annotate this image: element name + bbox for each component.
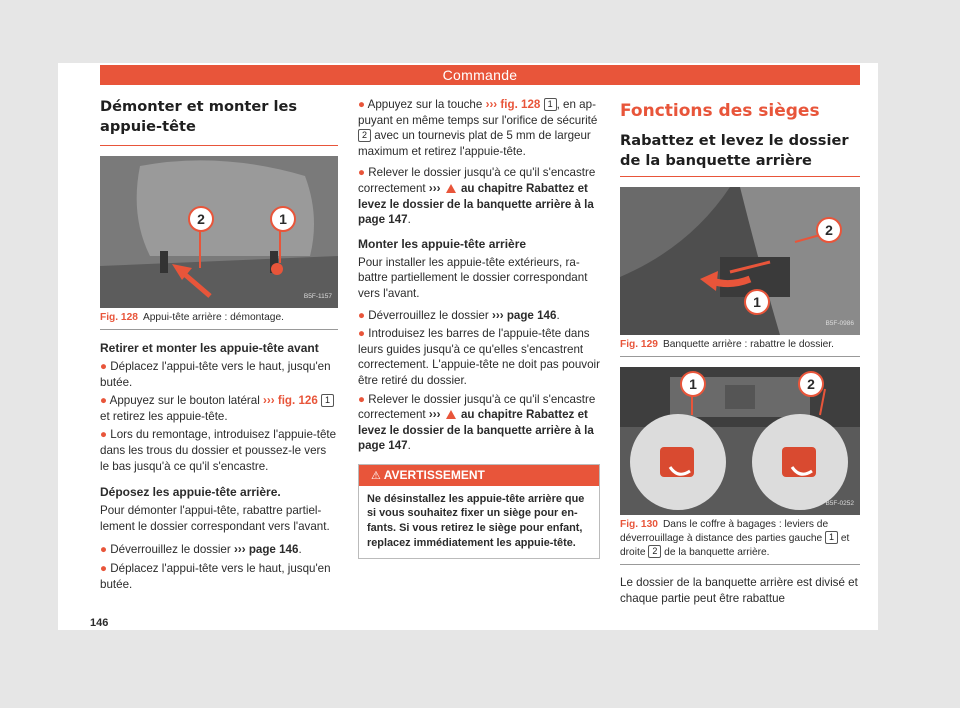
column-3 — [620, 97, 860, 606]
ref-link[interactable]: au chapitre Rabattez et levez le dossier de la banquette arrière à la page 147 — [358, 408, 594, 453]
ref-link[interactable]: page 146 — [506, 308, 557, 322]
paragraph: Pour installer les appuie-tête extérieurs, rabattre partiellement le dossier correspondant vers l'avant. — [358, 255, 588, 300]
warning-icon — [446, 184, 456, 193]
column-2 — [358, 97, 600, 559]
marker-2: 2 — [816, 217, 842, 243]
bullet-10: ● Relever le dossier jusqu'à ce qu'il s'encastre correctement ››› au chapitre Rabattez et levez le dossier de la banquette arrière à la page 147. — [358, 392, 596, 453]
figure-128-caption — [100, 312, 338, 330]
figure-id: B5F-0986 — [825, 320, 854, 328]
marker-1: 1 — [680, 371, 706, 397]
ref-link[interactable]: fig. 128 — [500, 98, 541, 111]
subheading-rear: Déposez les appuie-tête arrière. — [100, 485, 281, 500]
figure-id: B5F-1157 — [303, 293, 332, 301]
bullet-1: ● Déplacez l'appui-tête vers le haut, jusqu'en butée. — [100, 360, 331, 389]
bullet-7: ● Relever le dossier jusqu'à ce qu'il s'encastre correctement ››› au chapitre Rabattez et levez le dossier de la banquette arrière à la page 147. — [358, 166, 596, 227]
warning-body: Ne désinstallez les appuie-tête arrière que si vous souhaitez fixer un siège pour enfants. Si vous retirez le siège pour enfant, replacez immédiatement les appuie-tête. — [367, 492, 585, 549]
chapter-title: Fonctions des sièges — [620, 101, 820, 121]
bullet-2: ● Appuyez sur le bouton latéral ››› fig. 126 1 et retirez les appuie-tête. — [100, 393, 338, 424]
marker-2: 2 — [188, 206, 214, 232]
paragraph: Pour démonter l'appui-tête, rabattre partiellement le dossier correspondant vers l'avant. — [100, 504, 330, 533]
caption-text: Banquette arrière : rabattre le dossier. — [662, 339, 834, 350]
bullet-5: ● Déplacez l'appui-tête vers le haut, jusqu'en butée. — [100, 561, 331, 591]
bullet-8: ● Déverrouillez le dossier ››› page 146. — [358, 308, 560, 322]
bullet-9: ● Introduisez les barres de l'appuie-tête dans leurs guides jusqu'à ce qu'elles s'encastrent correctement. L'appuie-tête ne doit pas pouvoir être retiré du dossier. — [358, 327, 600, 387]
bullet-6: ● Appuyez sur la touche ››› fig. 128 1 , en appuyant en même temps sur l'orifice de sécurité 2 avec un tournevis plat de 5 mm de largeur maximum et retirez l'appuie-tête. — [358, 98, 598, 158]
ref-link[interactable]: page 146 — [248, 543, 299, 557]
page-header: Commande — [100, 65, 860, 85]
marker-1: 1 — [270, 206, 296, 232]
marker-2: 2 — [798, 371, 824, 397]
figure-label: Fig. 129 — [620, 339, 658, 350]
caption-text: Appui-tête arrière : démontage. — [142, 312, 284, 323]
bullet-4: ● Déverrouillez le dossier ››› page 146. — [100, 543, 302, 557]
subheading-mount: Monter les appuie-tête arrière — [358, 236, 527, 251]
ref-link[interactable]: fig. 126 — [277, 394, 318, 408]
figure-id: B5F-0252 — [825, 500, 854, 508]
figure-128 — [100, 156, 338, 308]
section-title-fold: Rabattez et levez le dossier de la banquette arrière — [620, 132, 849, 169]
warning-icon — [446, 410, 456, 419]
paragraph: Le dossier de la banquette arrière est divisé et chaque partie peut être rabattue — [620, 576, 858, 605]
column-1 — [100, 97, 338, 592]
figure-label: Fig. 130 — [620, 519, 658, 530]
figure-130-caption: Fig. 130 Dans le coffre à bagages : leviers de déverrouillage à distance des parties gauche 1 et droite 2 de la banquette arrière. — [620, 519, 860, 565]
section-title-headrests: Démonter et monter les appuie-tête — [100, 98, 298, 135]
page-number: 146 — [90, 617, 109, 629]
warning-header: ⚠ AVERTISSEMENT — [359, 465, 599, 486]
bullet-3: ● Lors du remontage, introduisez l'appuie-tête dans les trous du dossier et poussez-le vers le bas jusqu'à ce qu'il s'encastre. — [100, 428, 337, 473]
figure-129-caption — [620, 339, 860, 357]
ref-link[interactable]: au chapitre Rabattez et levez le dossier de la banquette arrière à la page 147 — [358, 181, 594, 227]
figure-label: Fig. 128 — [100, 312, 138, 323]
figure-129 — [620, 187, 860, 335]
warning-icon: ⚠ — [371, 469, 381, 482]
subheading-front: Retirer et monter les appuie-tête avant — [100, 341, 319, 355]
warning-box — [358, 464, 600, 559]
marker-1: 1 — [744, 289, 770, 315]
figure-130 — [620, 367, 860, 515]
